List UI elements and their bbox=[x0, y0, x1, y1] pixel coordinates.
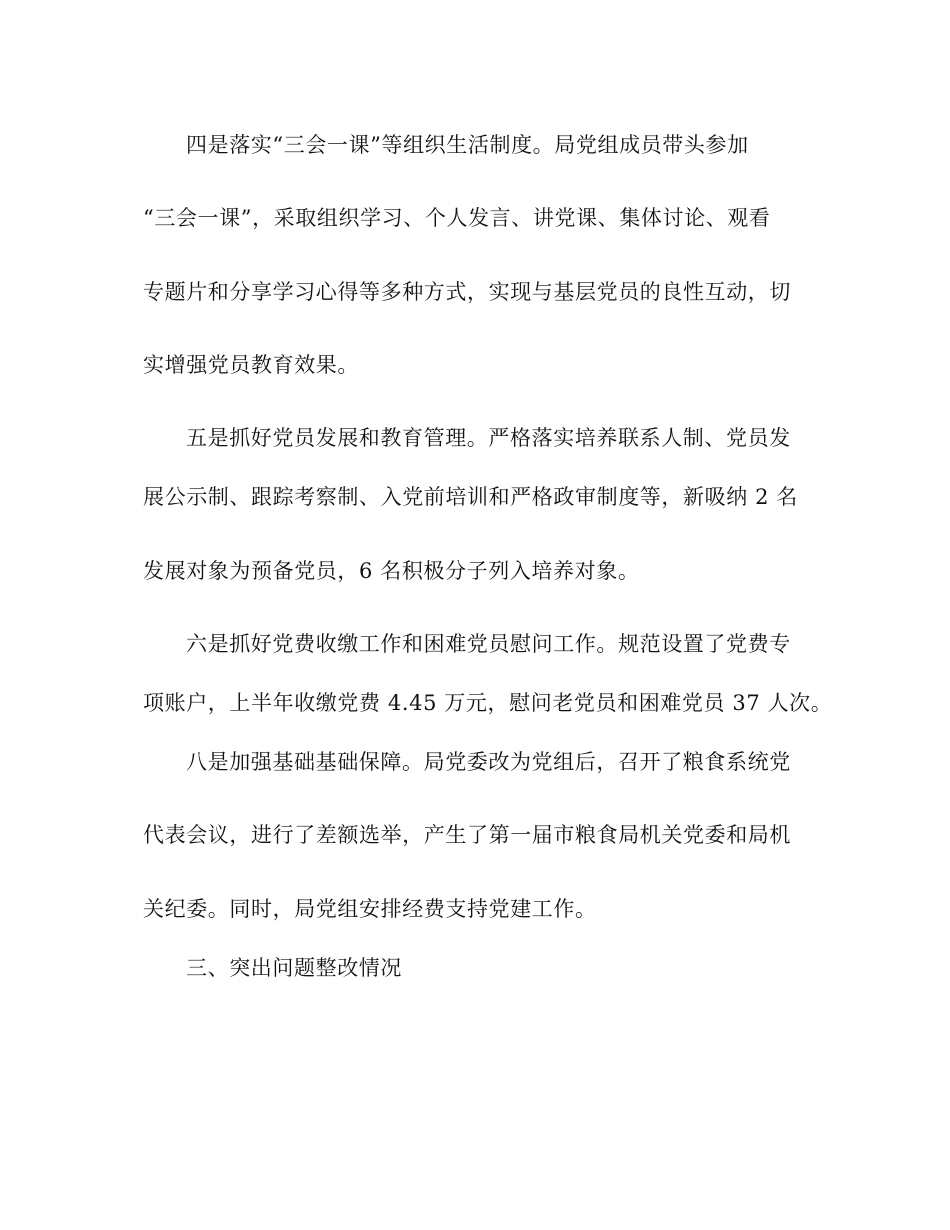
paragraph-5-line-2: 展公示制、跟踪考察制、入党前培训和严格政审制度等，新吸纳 2 名 bbox=[143, 485, 798, 509]
paragraph-4-line-3: 专题片和分享学习心得等多种方式，实现与基层党员的良性互动，切 bbox=[143, 280, 791, 304]
paragraph-5-line-3: 发展对象为预备党员，6 名积极分子列入培养对象。 bbox=[143, 559, 640, 583]
section-heading: 三、突出问题整改情况 bbox=[186, 956, 402, 980]
paragraph-4-line-1: 四是落实“三会一课”等组织生活制度。局党组成员带头参加 bbox=[186, 133, 749, 157]
paragraph-4-line-2: “三会一课”，采取组织学习、个人发言、讲党课、集体讨论、观看 bbox=[143, 206, 771, 230]
paragraph-6-line-1: 六是抓好党费收缴工作和困难党员慰问工作。规范设置了党费专 bbox=[186, 632, 791, 656]
paragraph-4-line-4: 实增强党员教育效果。 bbox=[143, 353, 359, 377]
paragraph-8-line-3: 关纪委。同时，局党组安排经费支持党建工作。 bbox=[143, 897, 597, 921]
paragraph-5-line-1: 五是抓好党员发展和教育管理。严格落实培养联系人制、党员发 bbox=[186, 426, 791, 450]
paragraph-6-line-2: 项账户，上半年收缴党费 4.45 万元，慰问老党员和困难党员 37 人次。 bbox=[143, 691, 833, 715]
paragraph-8-line-1: 八是加强基础基础保障。局党委改为党组后，召开了粮食系统党 bbox=[186, 750, 791, 774]
paragraph-8-line-2: 代表会议，进行了差额选举，产生了第一届市粮食局机关党委和局机 bbox=[143, 823, 791, 847]
